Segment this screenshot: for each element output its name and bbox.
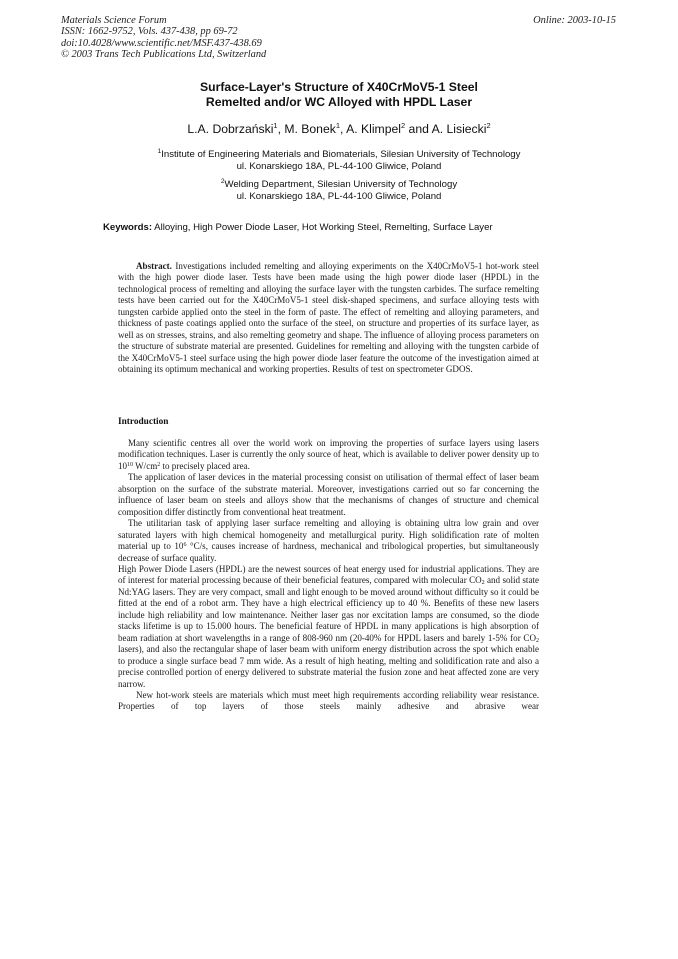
keywords bbox=[103, 222, 573, 233]
text-run: and solid state Nd:YAG lasers. They are very compact, small and light enough to be moved around without difficulty so it could be fitted at the end of a robot arm. They have a high electrical efficiency up to 40 %. Benefits of these new lasers include high reliability and low maintenance. Neither laser gas nor excitation lamps are consumed, so the diode stacks lifetime is up to 15.000 hours. The beneficial feature of HPDL in many applications is high absorption of beam radiation at short wavelengths in a range of 808-960 nm (20-40% for HPDL lasers and barely 1-5% for CO bbox=[118, 575, 539, 643]
paper-title bbox=[100, 80, 578, 110]
intro-paragraph-2: The application of laser devices in the material processing consist on utilisation of thermal effect of laser beam absorption on the surface of the substrate material. Moreover, investigations carried out so far concerning the influence of laser beam on steels and alloys show that the mechanisms of changes of structure and chemical composition differ distinctly from conventional heat treatment. bbox=[118, 472, 539, 517]
text-run: °C/s, causes increase of hardness, mechanical and tribological properties, but simultaneously decrease of surface quality. bbox=[118, 541, 539, 563]
author-affil-mark: 1 bbox=[273, 121, 278, 130]
intro-paragraph-1 bbox=[118, 438, 539, 472]
abstract-text: Investigations included remelting and alloying experiments on the X40CrMoV5-1 hot-work steel with the high power diode laser. Tests have been made using the high power diode laser (HPDL) in the technological process of remelting and alloying the surface layer with the tungsten carbides. The surface remelting tests have been carried out for the X40CrMoV5-1 steel disk-shaped specimens, and surface alloying tests with tungsten carbide applied onto the steel in the form of paste. The effect of remelting and alloying parameters, and thickness of paste coatings applied onto the surface of the steel, on structure and properties of its surface layer, as well as on stresses, strains, and also remelting geometry and shape. The influence of alloying process parameters on the structure of substrate material are presented. Guidelines for remelting and alloying with the tungsten carbide of the X40CrMoV5-1 steel surface using the high power diode laser feature the outcome of the investigation aimed at obtaining its optimum mechanical and working properties. Results of test on spectrometer GDOS. bbox=[118, 261, 539, 375]
author-affil-mark: 2 bbox=[400, 121, 406, 130]
author-name: L.A. Dobrzański bbox=[187, 122, 274, 136]
author-name: and A. Lisiecki bbox=[405, 122, 487, 136]
issn-line: ISSN: 1662-9752, Vols. 437-438, pp 69-72 bbox=[61, 26, 238, 38]
author-list bbox=[60, 122, 618, 136]
doi-line: doi:10.4028/www.scientific.net/MSF.437-438.69 bbox=[61, 37, 262, 49]
online-date: Online: 2003-10-15 bbox=[533, 15, 616, 26]
keywords-text: Alloying, High Power Diode Laser, Hot Working Steel, Remelting, Surface Layer bbox=[152, 222, 493, 233]
introduction-body bbox=[118, 438, 539, 713]
author-affil-mark: 1 bbox=[335, 121, 341, 130]
affiliation-line bbox=[60, 179, 618, 191]
affiliation-line bbox=[60, 149, 618, 161]
text-run: The utilitarian task of applying laser surface remelting and alloying is obtaining ultra low grain and over saturated layers with high chemical homogeneity and metallurgical purity. High solidification rate of molten material up to 10 bbox=[118, 518, 539, 552]
text-run: High Power Diode Lasers (HPDL) are the newest sources of heat energy used for industrial applications. They are of interest for material processing because of their beneficial features, compared with molecular CO bbox=[118, 563, 539, 586]
abstract-label: Abstract. bbox=[136, 261, 172, 271]
superscript: 10 bbox=[127, 461, 134, 468]
affiliation-mark: 1 bbox=[157, 148, 162, 155]
copyright-line: © 2003 Trans Tech Publications Ltd, Switzerland bbox=[61, 49, 267, 61]
intro-paragraph-4 bbox=[118, 564, 539, 690]
intro-paragraph-3 bbox=[118, 518, 539, 564]
text-run: lasers), and also the rectangular shape of laser beam with uniform energy distribution across the spot which enable to produce a single surface bead 7 mm wide. As a result of high heating, melting and solidification rate and also a precise controlled portion of energy delivered to substrate material the fusion zone and heat affected zone are very narrow. bbox=[118, 644, 539, 689]
superscript: 6 bbox=[183, 542, 187, 549]
abstract-paragraph bbox=[118, 261, 539, 376]
title-line-2: Remelted and/or WC Alloyed with HPDL Laser bbox=[205, 95, 473, 109]
superscript: 2 bbox=[157, 461, 161, 468]
affiliation-address: ul. Konarskiego 18A, PL-44-100 Gliwice, Poland bbox=[236, 161, 442, 173]
title-line-1: Surface-Layer's Structure of X40CrMoV5-1 Steel bbox=[200, 80, 478, 94]
text-run: to precisely placed area. bbox=[160, 460, 250, 471]
affiliation-mark: 2 bbox=[220, 178, 225, 185]
author-affil-mark: 2 bbox=[486, 121, 491, 130]
journal-name: Materials Science Forum bbox=[61, 15, 167, 26]
subscript: 2 bbox=[481, 580, 485, 587]
section-heading-introduction: Introduction bbox=[118, 417, 169, 427]
author-name: , A. Klimpel bbox=[340, 122, 401, 136]
affiliation-institute: Welding Department, Silesian University of Technology bbox=[224, 179, 458, 190]
affiliation-2 bbox=[60, 179, 618, 203]
subscript: 2 bbox=[536, 637, 539, 644]
author-name: , M. Bonek bbox=[277, 122, 336, 136]
keywords-label: Keywords: bbox=[103, 222, 153, 233]
intro-paragraph-5: New hot-work steels are materials which must meet high requirements according reliability wear resistance. Properties of top layers of those steels mainly adhesive and abrasive wear bbox=[118, 689, 539, 712]
text-run: Many scientific centres all over the world work on improving the properties of surface layers using lasers modification techniques. Laser is currently the only source of heat, which is available to deliver power density up to 10 bbox=[118, 438, 539, 471]
text-run: W/cm bbox=[133, 460, 158, 471]
affiliation-institute: Institute of Engineering Materials and Biomaterials, Silesian University of Technology bbox=[161, 149, 521, 160]
affiliation-1 bbox=[60, 149, 618, 173]
abstract-block bbox=[118, 261, 539, 376]
journal-header bbox=[61, 15, 266, 61]
affiliation-address: ul. Konarskiego 18A, PL-44-100 Gliwice, Poland bbox=[236, 191, 442, 203]
